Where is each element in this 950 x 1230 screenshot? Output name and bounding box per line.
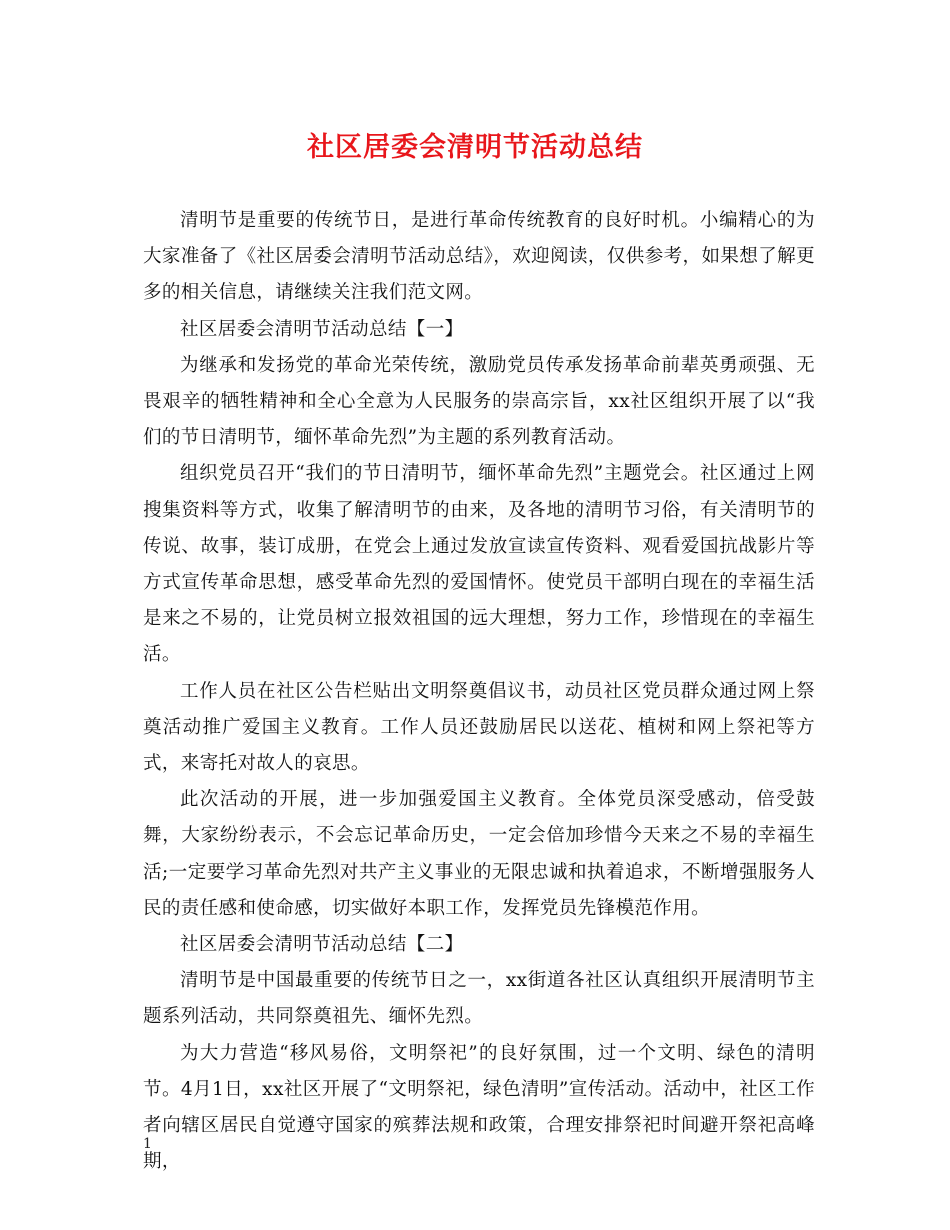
page-number: 1 — [143, 1136, 152, 1152]
body-paragraph: 工作人员在社区公告栏贴出文明祭奠倡议书，动员社区党员群众通过网上祭奠活动推广爱国主义教育。工作人员还鼓励居民以送花、植树和网上祭祀等方式，来寄托对故人的哀思。 — [143, 680, 815, 775]
document-title: 社区居委会清明节活动总结 — [307, 132, 643, 163]
section-heading-2: 社区居委会清明节活动总结【二】 — [180, 934, 464, 956]
section-heading-1: 社区居委会清明节活动总结【一】 — [180, 318, 464, 340]
intro-paragraph: 清明节是重要的传统节日，是进行革命传统教育的良好时机。小编精心的为大家准备了《社区居委会清明节活动总结》，欢迎阅读，仅供参考，如果想了解更多的相关信息，请继续关注我们范文网。 — [143, 210, 815, 304]
body-paragraph: 组织党员召开“我们的节日清明节，缅怀革命先烈”主题党会。社区通过上网搜集资料等方式，收集了解清明节的由来，及各地的清明节习俗，有关清明节的传说、故事，装订成册，在党会上通过发放宣读宣传资料、观看爱国抗战影片等方式宣传革命思想，感受革命先烈的爱国情怀。使党员干部明白现在的幸福生活是来之不易的，让党员树立报效祖国的远大理想，努力工作，珍惜现在的幸福生活。 — [143, 463, 815, 666]
document-body — [143, 203, 815, 1180]
body-paragraph: 为大力营造“移风易俗，文明祭祀”的良好氛围，过一个文明、绿色的清明节。4月1日，xx社区开展了“文明祭祀，绿色清明”宣传活动。活动中，社区工作者向辖区居民自觉遵守国家的殡葬法规和政策，合理安排祭祀时间避开祭祀高峰期， — [143, 1042, 815, 1173]
body-paragraph: 为继承和发扬党的革命光荣传统，激励党员传承发扬革命前辈英勇顽强、无畏艰辛的牺牲精神和全心全意为人民服务的崇高宗旨，xx社区组织开展了以“我们的节日清明节，缅怀革命先烈”为主题的系列教育活动。 — [143, 354, 815, 449]
body-paragraph: 清明节是中国最重要的传统节日之一，xx街道各社区认真组织开展清明节主题系列活动，共同祭奠祖先、缅怀先烈。 — [143, 970, 815, 1028]
body-paragraph: 此次活动的开展，进一步加强爱国主义教育。全体党员深受感动，倍受鼓舞，大家纷纷表示，不会忘记革命历史，一定会倍加珍惜今天来之不易的幸福生活;一定要学习革命先烈对共产主义事业的无限忠诚和执着追求，不断增强服务人民的责任感和使命感，切实做好本职工作，发挥党员先锋模范作用。 — [143, 789, 815, 919]
